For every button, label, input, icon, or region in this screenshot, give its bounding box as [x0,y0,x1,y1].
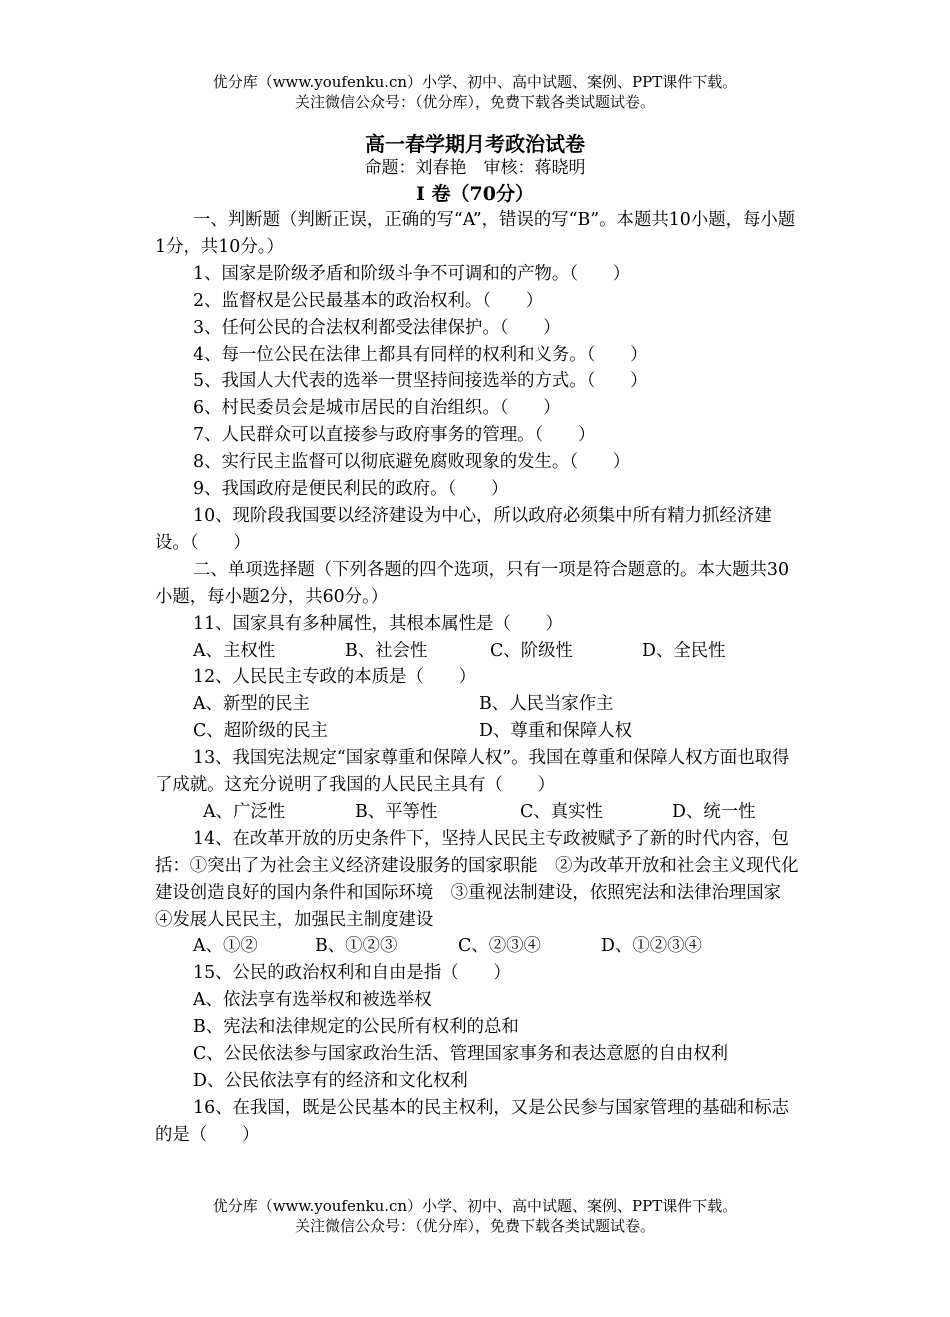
part1-instruction: 一、判断题（判断正误，正确的写“A”，错误的写“B”。本题共10小题，每小题1分，共10分。） [155,210,796,257]
option-c: C、②③④ [458,936,541,957]
part2-instruction: 二、单项选择题（下列各题的四个选项，只有一项是符合题意的。本大题共30小题，每小题2分，共60分。） [155,559,790,607]
question-8: 8、实行民主监督可以彻底避免腐败现象的发生。（ ） [193,452,631,473]
question-6: 6、村民委员会是城市居民的自治组织。（ ） [193,398,561,419]
option-a: A、新型的民主 [193,694,310,715]
footer-line-2: 关注微信公众号：（优分库），免费下载各类试题试卷。 [294,1217,655,1235]
question-11: 11、国家具有多种属性，其根本属性是（ ） [193,613,563,634]
option-a: A、①② [193,936,258,957]
question-13: 13、我国宪法规定“国家尊重和保障人权”。我国在尊重和保障人权方面也取得了成就。这充分说明了我国的人民民主具有（ ） [155,748,790,796]
question-15: 15、公民的政治权利和自由是指（ ） [193,963,511,984]
option-b: B、人民当家作主 [479,694,614,715]
option-c: C、真实性 [520,801,603,822]
question-1: 1、国家是阶级矛盾和阶级斗争不可调和的产物。（ ） [193,263,631,284]
header-line-2: 关注微信公众号：（优分库），免费下载各类试题试卷。 [294,93,655,111]
option-d: D、尊重和保障人权 [479,721,633,742]
option-b: B、①②③ [315,936,398,957]
question-7: 7、人民群众可以直接参与政府事务的管理。（ ） [193,425,596,446]
option-d: D、全民性 [642,640,726,661]
option-d: D、统一性 [672,801,756,822]
question-14-options [155,933,800,960]
option-a: A、依法享有选举权和被选举权 [193,990,432,1011]
page-header [0,72,950,112]
question-2: 2、监督权是公民最基本的政治权利。（ ） [193,290,544,311]
option-b: B、平等性 [355,801,438,822]
question-13-options [155,799,800,826]
question-12-options-row-2 [155,718,800,745]
question-5: 5、我国人大代表的选举一贯坚持间接选举的方式。（ ） [193,371,648,392]
option-b: B、社会性 [345,640,428,661]
volume-title: Ⅰ 卷（70分） [416,183,534,205]
header-line-1: 优分库（www.youfenku.cn）小学、初中、高中试题、案例、PPT课件下载。 [212,73,738,91]
option-c: C、阶级性 [490,640,573,661]
question-12: 12、人民民主专政的本质是（ ） [193,667,476,688]
footer-line-1: 优分库（www.youfenku.cn）小学、初中、高中试题、案例、PPT课件下载。 [212,1197,738,1215]
option-a: A、主权性 [193,640,276,661]
option-a: A、广泛性 [203,801,286,822]
question-4: 4、每一位公民在法律上都具有同样的权利和义务。（ ） [193,344,648,365]
option-c: C、超阶级的民主 [193,721,329,742]
page-footer [0,1196,950,1236]
question-12-options-row-1 [155,691,800,718]
option-b: B、宪法和法律规定的公民所有权利的总和 [193,1017,519,1038]
exam-body [155,207,800,1149]
question-9: 9、我国政府是便民利民的政府。（ ） [193,479,509,500]
question-16: 16、在我国，既是公民基本的民主权利，又是公民参与国家管理的基础和标志的是（ ） [155,1097,790,1145]
exam-title: 高一春学期月考政治试卷 [365,132,585,156]
option-d: D、①②③④ [601,936,702,957]
exam-authors: 命题：刘春艳 审核：蒋晓明 [364,158,586,178]
question-10: 10、现阶段我国要以经济建设为中心，所以政府必须集中所有精力抓经济建设。（ ） [155,505,772,553]
question-14: 14、在改革开放的历史条件下，坚持人民民主专政被赋予了新的时代内容，包括：①突出了为社会主义经济建设服务的国家职能 ②为改革开放和社会主义现代化建设创造良好的国内条件和国际环境 ③重视法制建设，依照宪法和法律治理国家 ④发展人民民主，加强民主制度建设 [155,828,799,930]
option-d: D、公民依法享有的经济和文化权利 [193,1071,468,1091]
option-c: C、公民依法参与国家政治生活、管理国家事务和表达意愿的自由权利 [193,1044,729,1065]
question-3: 3、任何公民的合法权利都受法律保护。（ ） [193,317,561,338]
question-11-options [155,638,800,665]
